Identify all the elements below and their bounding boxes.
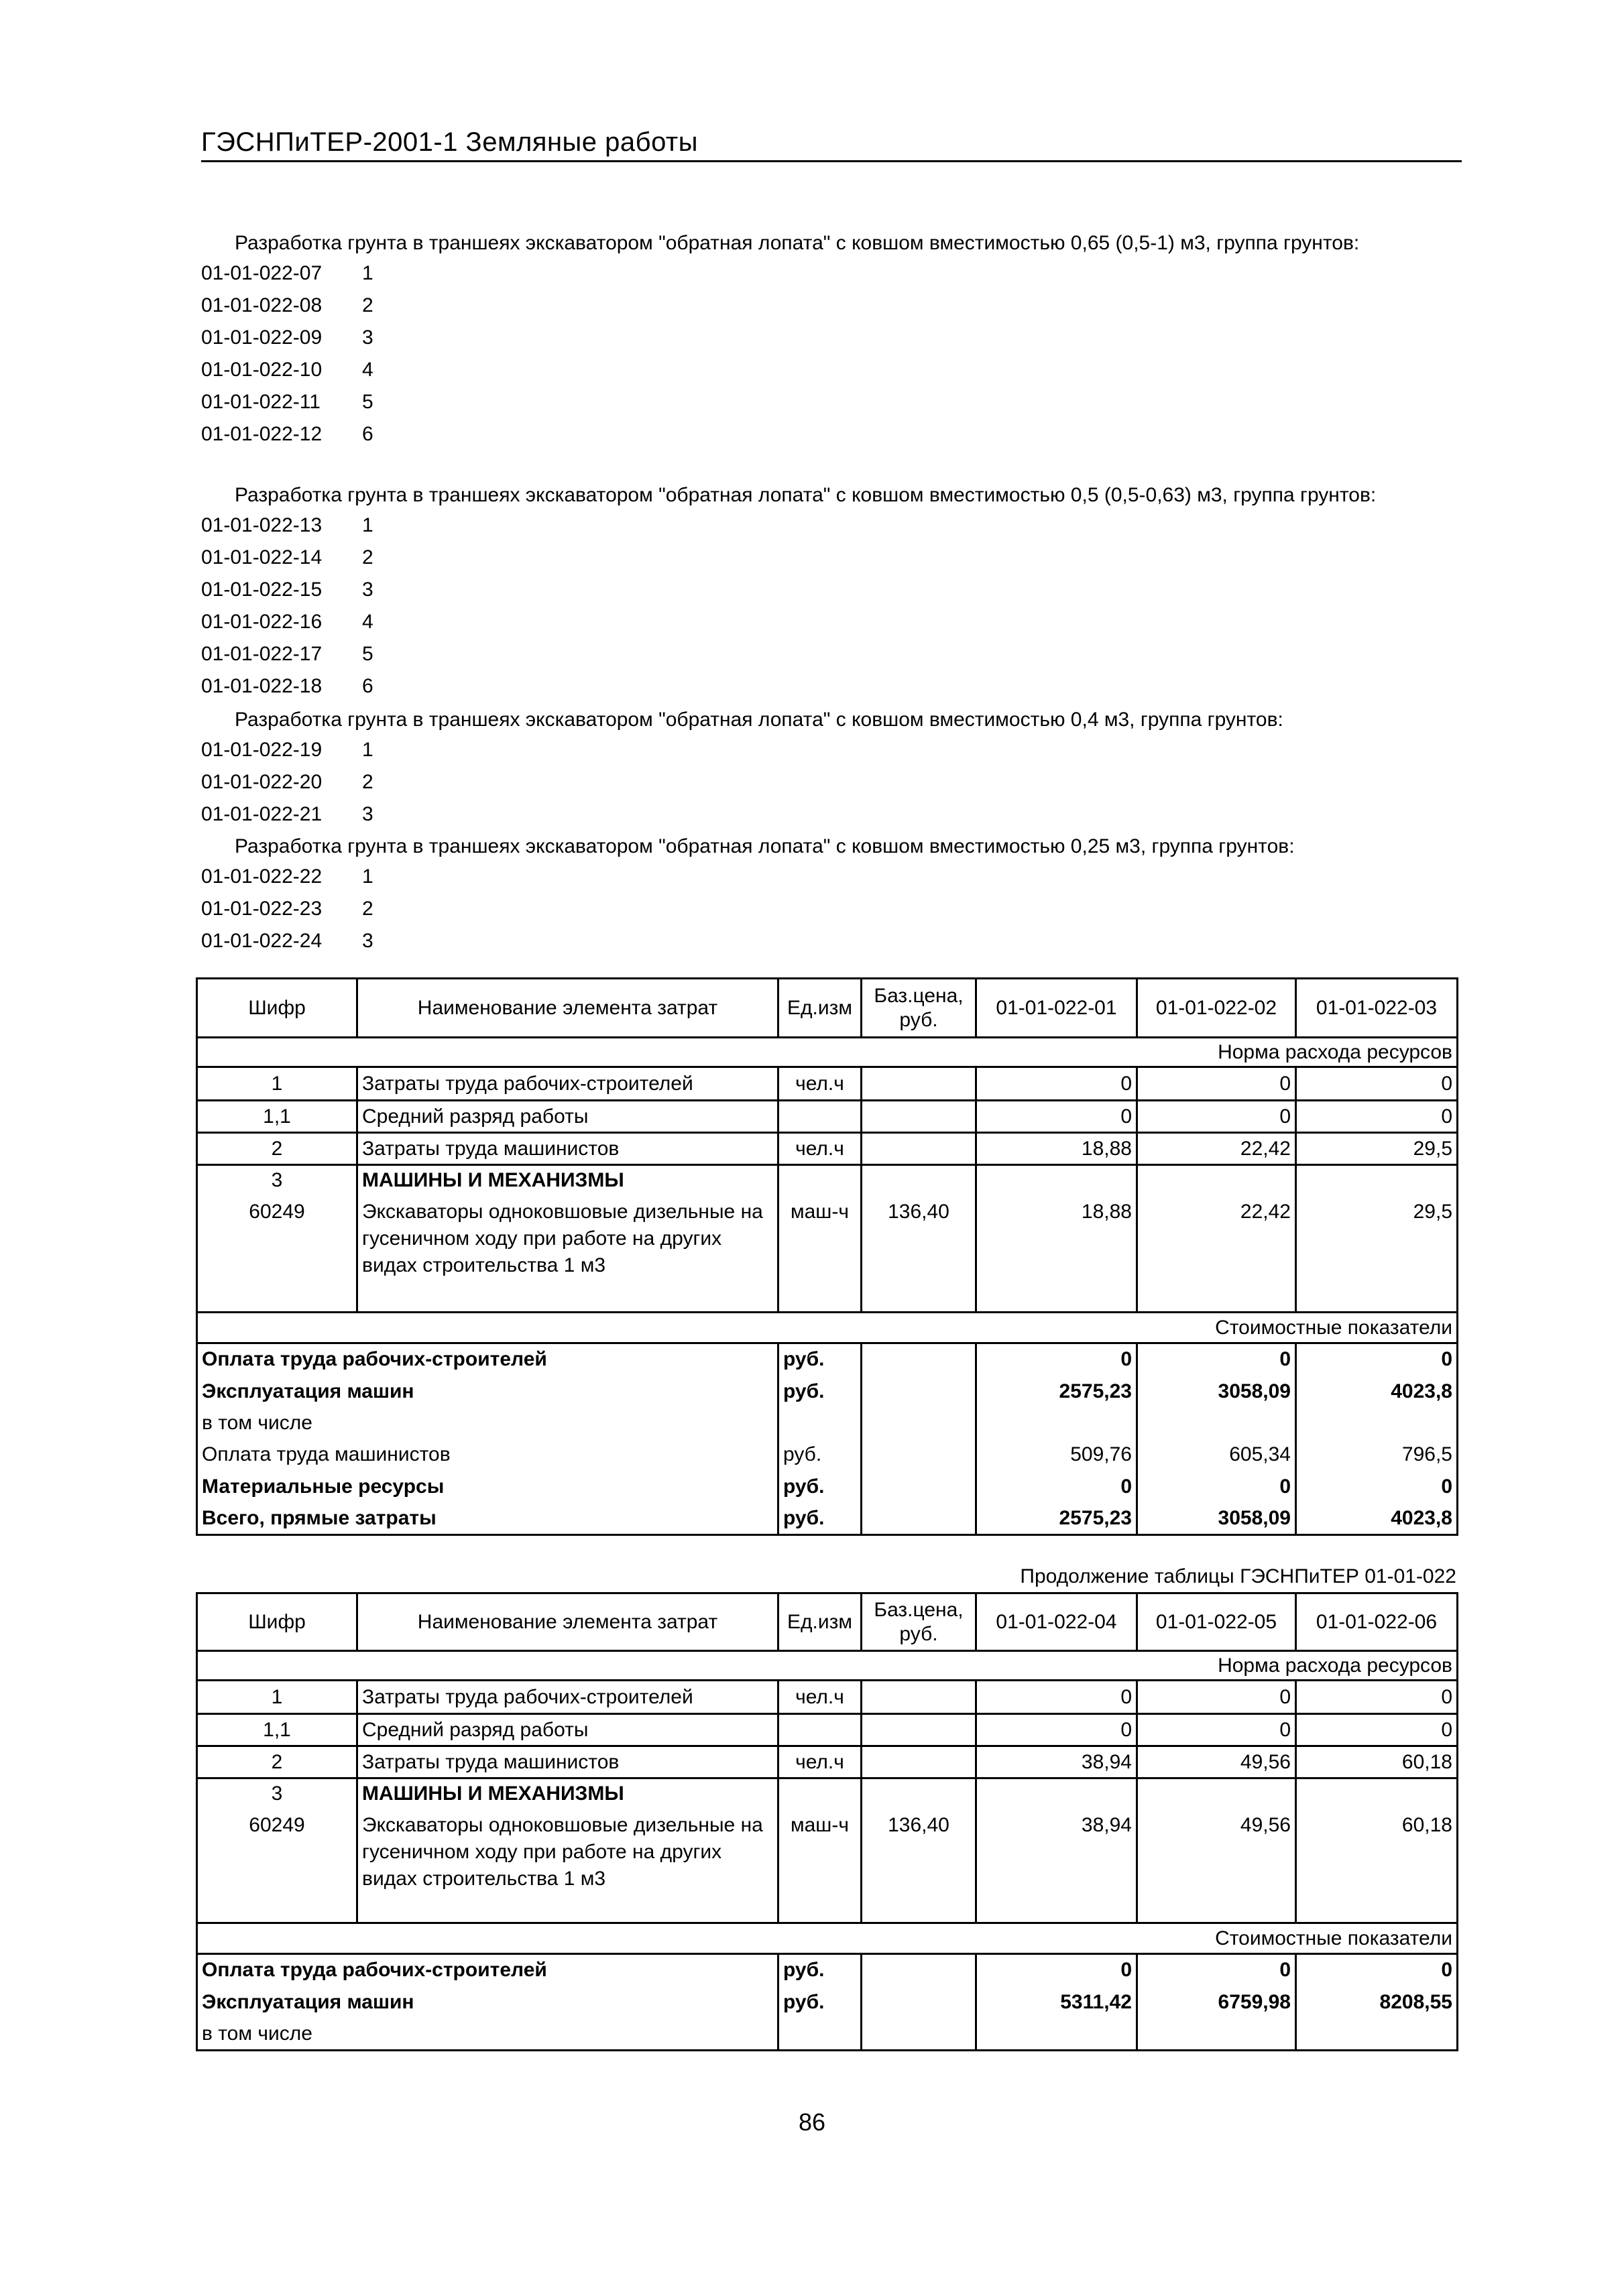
cost-value-1 — [976, 2018, 1137, 2051]
table-section-row — [197, 1038, 1458, 1067]
cell-price: 136,40 — [862, 1809, 976, 1923]
table-row — [197, 2018, 1458, 2051]
cost-unit: руб. — [778, 1471, 862, 1503]
cell-unit — [778, 1714, 862, 1746]
table-header-row — [197, 979, 1458, 1038]
cell-value-2: 0 — [1137, 1067, 1296, 1101]
norm-code: 01-01-022-17 — [201, 643, 323, 665]
cell-unit — [778, 1101, 862, 1133]
cost-value-1: 0 — [976, 1471, 1137, 1503]
cost-value-3: 8208,55 — [1296, 1986, 1458, 2018]
table-row — [197, 1714, 1458, 1746]
section-0.65m3 — [201, 229, 1475, 450]
cell-name: Затраты труда рабочих-строителей — [357, 1067, 778, 1101]
cell-name: Экскаваторы одноковшовые дизельные на гусеничном ходу при работе на других видах строительства 1 м3 — [357, 1196, 778, 1313]
cost-value-1: 0 — [976, 1343, 1137, 1376]
soil-group: 1 — [362, 262, 373, 284]
cell-value-1: 18,88 — [976, 1133, 1137, 1165]
list-item — [201, 290, 1475, 322]
cost-value-2: 6759,98 — [1137, 1986, 1296, 2018]
cell-value-3: 29,5 — [1296, 1196, 1458, 1313]
list-item — [201, 670, 1475, 703]
norm-code: 01-01-022-22 — [201, 865, 323, 888]
norm-code: 01-01-022-12 — [201, 423, 323, 445]
cell-value-1: 38,94 — [976, 1746, 1137, 1778]
cost-value-1: 0 — [976, 1954, 1137, 1986]
cost-name: Материальные ресурсы — [197, 1471, 778, 1503]
cost-value-2: 0 — [1137, 1471, 1296, 1503]
soil-group: 3 — [362, 803, 373, 825]
cost-unit — [778, 1408, 862, 1439]
header-col-1: 01-01-022-01 — [976, 979, 1137, 1038]
cost-unit — [778, 2018, 862, 2051]
cell-code: 3 — [197, 1778, 357, 1809]
norm-code: 01-01-022-11 — [201, 391, 321, 413]
norm-code: 01-01-022-09 — [201, 326, 323, 349]
cost-name: Оплата труда машинистов — [197, 1439, 778, 1471]
table-row — [197, 1439, 1458, 1471]
cost-value-2: 605,34 — [1137, 1439, 1296, 1471]
cost-name: Всего, прямые затраты — [197, 1503, 778, 1535]
header-col-3: 01-01-022-03 — [1296, 979, 1458, 1038]
resource-table-1 — [196, 977, 1458, 1536]
soil-group: 4 — [362, 359, 373, 381]
table-row — [197, 1067, 1458, 1101]
soil-group: 1 — [362, 739, 373, 761]
cell-code: 3 — [197, 1165, 357, 1196]
section-title: Разработка грунта в траншеях экскаватором "обратная лопата" с ковшом вместимостью 0,25 м3, группа грунтов: — [235, 835, 1295, 857]
cost-value-1: 2575,23 — [976, 1503, 1137, 1535]
table-header-row — [197, 1593, 1458, 1651]
norm-code: 01-01-022-07 — [201, 262, 323, 284]
cell-unit: чел.ч — [778, 1133, 862, 1165]
cell-name: Средний разряд работы — [357, 1714, 778, 1746]
soil-group: 3 — [362, 326, 373, 349]
table-row — [197, 1681, 1458, 1714]
table-row — [197, 1408, 1458, 1439]
page-number: 86 — [798, 2108, 826, 2136]
table-row — [197, 1101, 1458, 1133]
soil-group: 6 — [362, 675, 373, 697]
list-item — [201, 354, 1475, 386]
list-item — [201, 861, 1475, 893]
header-code: Шифр — [197, 979, 357, 1038]
cell-unit: маш-ч — [778, 1196, 862, 1313]
list-item — [201, 574, 1475, 606]
cell-value-3: 0 — [1296, 1067, 1458, 1101]
cost-value-2 — [1137, 2018, 1296, 2051]
cell-value-1: 0 — [976, 1067, 1137, 1101]
cell-value-1: 38,94 — [976, 1809, 1137, 1923]
table-row — [197, 1165, 1458, 1196]
header-name: Наименование элемента затрат — [357, 1593, 778, 1651]
cell-value-3: 60,18 — [1296, 1746, 1458, 1778]
table-row — [197, 1471, 1458, 1503]
norm-caption: Норма расхода ресурсов — [197, 1038, 1458, 1067]
soil-group: 5 — [362, 643, 373, 665]
norm-caption: Норма расхода ресурсов — [197, 1651, 1458, 1681]
cost-value-2: 0 — [1137, 1343, 1296, 1376]
cell-price — [862, 1714, 976, 1746]
cost-value-1: 509,76 — [976, 1439, 1137, 1471]
cell-price — [862, 1067, 976, 1101]
header-col-1: 01-01-022-04 — [976, 1593, 1137, 1651]
cell-price — [862, 1101, 976, 1133]
cost-unit: руб. — [778, 1343, 862, 1376]
cost-unit: руб. — [778, 1954, 862, 1986]
cost-value-2: 3058,09 — [1137, 1376, 1296, 1408]
header-col-3: 01-01-022-06 — [1296, 1593, 1458, 1651]
section-0.4m3 — [201, 706, 1475, 831]
soil-group: 1 — [362, 865, 373, 888]
norm-code: 01-01-022-15 — [201, 579, 323, 601]
table-section-row — [197, 1651, 1458, 1681]
cost-unit: руб. — [778, 1376, 862, 1408]
norm-code: 01-01-022-18 — [201, 675, 323, 697]
page-header: ГЭСНПиТЕР-2001-1 Земляные работы — [201, 127, 1462, 162]
cell-value-2: 49,56 — [1137, 1746, 1296, 1778]
cost-name: в том числе — [197, 1408, 778, 1439]
cost-value-3: 0 — [1296, 1471, 1458, 1503]
cell-value-1: 18,88 — [976, 1196, 1137, 1313]
list-item — [201, 542, 1475, 574]
header-unit: Ед.изм — [778, 979, 862, 1038]
list-item — [201, 638, 1475, 670]
soil-group: 1 — [362, 514, 373, 536]
cost-value-2: 0 — [1137, 1954, 1296, 1986]
header-col-2: 01-01-022-05 — [1137, 1593, 1296, 1651]
resource-table-2 — [196, 1592, 1458, 2051]
cost-unit: руб. — [778, 1503, 862, 1535]
cell-name: МАШИНЫ И МЕХАНИЗМЫ — [357, 1165, 778, 1196]
list-item — [201, 418, 1475, 450]
norm-code: 01-01-022-14 — [201, 546, 323, 568]
soil-group: 2 — [362, 771, 373, 793]
norm-code: 01-01-022-20 — [201, 771, 323, 793]
section-0.25m3 — [201, 833, 1475, 957]
cell-name: Затраты труда рабочих-строителей — [357, 1681, 778, 1714]
table-row — [197, 1954, 1458, 1986]
cell-value-2: 22,42 — [1137, 1196, 1296, 1313]
cell-value-2: 0 — [1137, 1714, 1296, 1746]
cost-value-1: 2575,23 — [976, 1376, 1137, 1408]
table-row — [197, 1809, 1458, 1923]
header-price: Баз.цена, руб. — [862, 1593, 976, 1651]
norm-code: 01-01-022-13 — [201, 514, 323, 536]
soil-group: 2 — [362, 294, 373, 316]
cell-unit: чел.ч — [778, 1681, 862, 1714]
soil-group: 2 — [362, 898, 373, 920]
list-item — [201, 925, 1475, 957]
cell-name: Экскаваторы одноковшовые дизельные на гусеничном ходу при работе на других видах строительства 1 м3 — [357, 1809, 778, 1923]
table-row — [197, 1376, 1458, 1408]
section-title: Разработка грунта в траншеях экскаватором "обратная лопата" с ковшом вместимостью 0,5 (0,5-0,63) м3, группа грунтов: — [235, 484, 1377, 506]
cell-code: 1 — [197, 1067, 357, 1101]
list-item — [201, 798, 1475, 831]
cost-value-3 — [1296, 2018, 1458, 2051]
cell-name: Средний разряд работы — [357, 1101, 778, 1133]
cell-value-3: 0 — [1296, 1714, 1458, 1746]
list-item — [201, 766, 1475, 798]
section-title: Разработка грунта в траншеях экскаватором "обратная лопата" с ковшом вместимостью 0,65 (0,5-1) м3, группа грунтов: — [235, 232, 1360, 254]
table-row — [197, 1503, 1458, 1535]
cell-price: 136,40 — [862, 1196, 976, 1313]
header-price: Баз.цена, руб. — [862, 979, 976, 1038]
norm-code: 01-01-022-16 — [201, 611, 323, 633]
table-section-row — [197, 1313, 1458, 1343]
cell-code: 1,1 — [197, 1101, 357, 1133]
list-item — [201, 606, 1475, 638]
soil-group: 6 — [362, 423, 373, 445]
norm-code: 01-01-022-21 — [201, 803, 323, 825]
soil-group: 2 — [362, 546, 373, 568]
cost-caption: Стоимостные показатели — [197, 1313, 1458, 1343]
cost-unit: руб. — [778, 1986, 862, 2018]
list-item — [201, 893, 1475, 925]
cost-value-2: 3058,09 — [1137, 1503, 1296, 1535]
cell-unit: чел.ч — [778, 1067, 862, 1101]
list-item — [201, 386, 1475, 418]
cell-price — [862, 1681, 976, 1714]
cell-value-3: 29,5 — [1296, 1133, 1458, 1165]
cell-unit: чел.ч — [778, 1746, 862, 1778]
header-col-2: 01-01-022-02 — [1137, 979, 1296, 1038]
table-row — [197, 1746, 1458, 1778]
cost-value-1 — [976, 1408, 1137, 1439]
cell-code: 60249 — [197, 1809, 357, 1923]
header-name: Наименование элемента затрат — [357, 979, 778, 1038]
cell-code: 2 — [197, 1133, 357, 1165]
norm-code: 01-01-022-10 — [201, 359, 323, 381]
list-item — [201, 509, 1475, 542]
cost-value-2 — [1137, 1408, 1296, 1439]
cell-name: МАШИНЫ И МЕХАНИЗМЫ — [357, 1778, 778, 1809]
cell-value-1: 0 — [976, 1101, 1137, 1133]
cell-code: 60249 — [197, 1196, 357, 1313]
cell-value-3: 0 — [1296, 1681, 1458, 1714]
cost-value-1: 5311,42 — [976, 1986, 1137, 2018]
norm-code: 01-01-022-08 — [201, 294, 323, 316]
cell-value-3: 0 — [1296, 1101, 1458, 1133]
cell-value-3: 60,18 — [1296, 1809, 1458, 1923]
header-code: Шифр — [197, 1593, 357, 1651]
cost-value-3 — [1296, 1408, 1458, 1439]
cell-code: 1 — [197, 1681, 357, 1714]
cost-name: в том числе — [197, 2018, 778, 2051]
section-title: Разработка грунта в траншеях экскаватором "обратная лопата" с ковшом вместимостью 0,4 м3, группа грунтов: — [235, 709, 1283, 731]
cost-name: Эксплуатация машин — [197, 1986, 778, 2018]
cost-unit: руб. — [778, 1439, 862, 1471]
cost-value-3: 4023,8 — [1296, 1376, 1458, 1408]
table-row — [197, 1986, 1458, 2018]
cost-value-3: 0 — [1296, 1954, 1458, 1986]
cell-value-2: 0 — [1137, 1681, 1296, 1714]
cost-name: Оплата труда рабочих-строителей — [197, 1954, 778, 1986]
cell-value-1: 0 — [976, 1714, 1137, 1746]
cost-caption: Стоимостные показатели — [197, 1923, 1458, 1954]
norm-code: 01-01-022-24 — [201, 930, 323, 952]
cost-value-3: 4023,8 — [1296, 1503, 1458, 1535]
cell-name: Затраты труда машинистов — [357, 1746, 778, 1778]
table-row — [197, 1778, 1458, 1809]
continuation-caption: Продолжение таблицы ГЭСНПиТЕР 01-01-022 — [1020, 1565, 1456, 1587]
cost-value-3: 0 — [1296, 1343, 1458, 1376]
soil-group: 3 — [362, 930, 373, 952]
cost-name: Эксплуатация машин — [197, 1376, 778, 1408]
cell-price — [862, 1746, 976, 1778]
section-0.5m3 — [201, 481, 1475, 703]
soil-group: 4 — [362, 611, 373, 633]
norm-code: 01-01-022-19 — [201, 739, 323, 761]
cost-name: Оплата труда рабочих-строителей — [197, 1343, 778, 1376]
table-row — [197, 1133, 1458, 1165]
cost-value-3: 796,5 — [1296, 1439, 1458, 1471]
cell-price — [862, 1133, 976, 1165]
cell-unit: маш-ч — [778, 1809, 862, 1923]
list-item — [201, 257, 1475, 290]
cell-value-2: 49,56 — [1137, 1809, 1296, 1923]
table-section-row — [197, 1923, 1458, 1954]
soil-group: 5 — [362, 391, 373, 413]
soil-group: 3 — [362, 579, 373, 601]
norm-code: 01-01-022-23 — [201, 898, 323, 920]
list-item — [201, 322, 1475, 354]
table-row — [197, 1343, 1458, 1376]
cell-code: 2 — [197, 1746, 357, 1778]
cell-code: 1,1 — [197, 1714, 357, 1746]
cell-value-2: 0 — [1137, 1101, 1296, 1133]
cell-value-2: 22,42 — [1137, 1133, 1296, 1165]
cell-name: Затраты труда машинистов — [357, 1133, 778, 1165]
header-unit: Ед.изм — [778, 1593, 862, 1651]
list-item — [201, 734, 1475, 766]
table-row — [197, 1196, 1458, 1313]
cell-value-1: 0 — [976, 1681, 1137, 1714]
